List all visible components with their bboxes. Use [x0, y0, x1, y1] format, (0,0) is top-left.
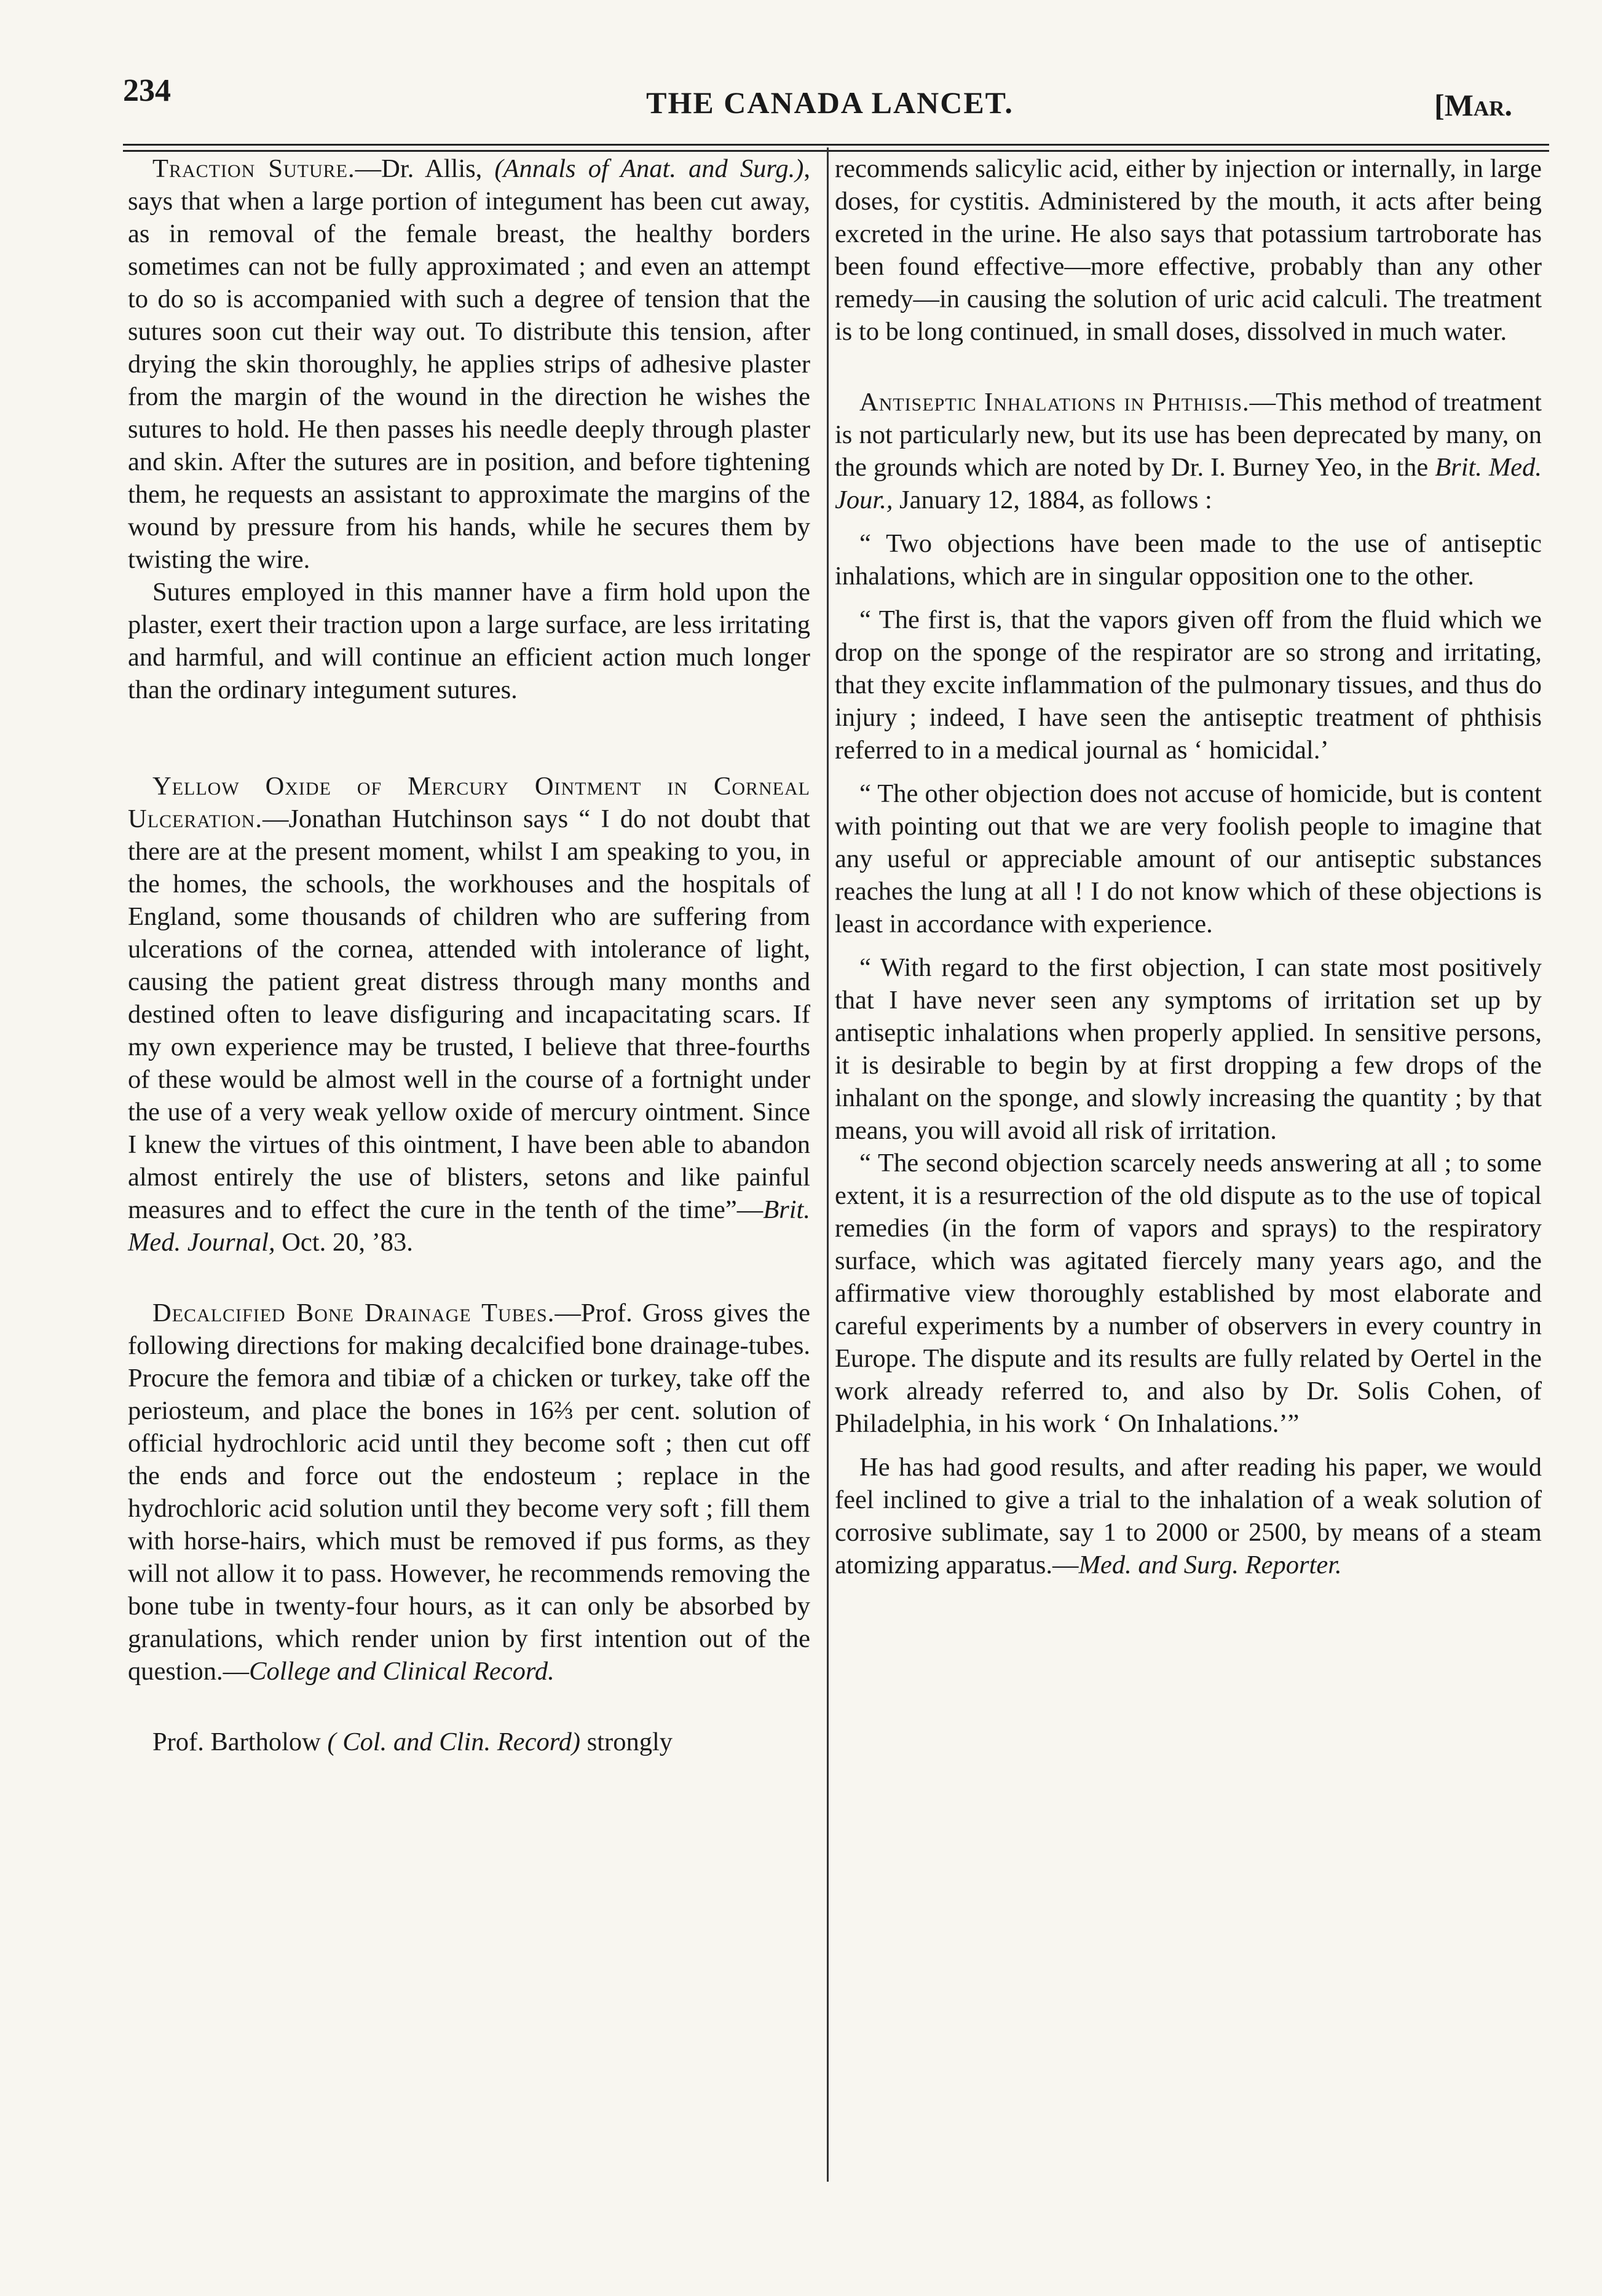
citation: Brit. Med. Jour., [835, 453, 1542, 514]
article-text: Prof. Bartholow [152, 1728, 328, 1756]
citation: Brit. Med. Journal, [128, 1195, 810, 1257]
article-text: —Jonathan Hutchinson says “ I do not doubt that there are at the present moment, whilst I am speaking to you, in the homes, the schools, the workhouses and the hospitals of England, some thousands of children who are suffering from ulcerations of the cornea, attended with intolerance of light, causing the patient great distress through many months and destined often to leave disfiguring and incapacitating scars. If my own experience may be trusted, I believe that three-fourths of these would be almost well in the course of a fortnight under the use of a very weak yellow oxide of mercury ointment. Since I knew the virtues of this ointment, I have been able to abandon almost entirely the use of blisters, setons and like painful measures and to effect the cure in the tenth of the time”— [128, 804, 810, 1224]
article-heading: Antiseptic Inhalations in Phthisis. [859, 388, 1250, 417]
article-text: January 12, 1884, as follows : [893, 486, 1212, 514]
paragraph: recommends salicylic acid, either by injection or internally, in large doses, for cystitis. Administered by the mouth, it acts after being excreted in the urine. He also says that potassium tartroborate has been found effective—more effective, probably than any other remedy—in causing the solution of uric acid calculi. The treatment is to be long continued, in small doses, dissolved in much water. [835, 154, 1542, 346]
citation: College and Clinical Record. [249, 1657, 554, 1686]
article-antiseptic-inhalations [835, 386, 1542, 516]
month-label: [Mar. [1434, 88, 1512, 122]
quote-paragraph: “ Two objections have been made to the use of antiseptic inhalations, which are in singular opposition one to the other. [835, 529, 1542, 591]
left-column [128, 152, 810, 1758]
article-text: Oct. 20, ’83. [275, 1228, 413, 1257]
paragraph [835, 1451, 1542, 1581]
article-yellow-oxide [128, 770, 810, 1259]
article-traction-suture [128, 152, 810, 576]
quote-paragraph: “ The second objection scarcely needs answering at all ; to some extent, it is a resurrection of the old dispute as to the use of topical remedies (in the form of vapors and sprays) to the respiratory surface, which was agitated fiercely many years ago, and the affirmative view thoroughly established by most elaborate and careful experiments by a number of observers in every country in Europe. The dispute and its results are fully related by Oertel in the work already referred to, and also by Dr. Solis Cohen, of Philadelphia, in his work ‘ On Inhalations.’” [835, 1149, 1542, 1438]
citation: ( Col. and Clin. Record) [327, 1728, 581, 1756]
article-text: —Prof. Gross gives the following directions for making decalcified bone drainage-tubes. Procure the femora and tibiæ of a chicken or turkey, take off the periosteum, and place the bones in 16⅔ per cent. solution of official hydrochloric acid until they become soft ; then cut off the ends and force out the endosteum ; replace in the hydrochloric acid solution until they become very soft ; fill them with horse-hairs, which must be removed if pus forms, as they will not allow it to pass. However, he recommends removing the bone tube in twenty-four hours, as it can only be absorbed by granulations, which render union by first intention out of the question.— [128, 1299, 810, 1686]
right-column [835, 152, 1542, 1581]
article-bone-drainage-tubes [128, 1297, 810, 1688]
article-text: —This method of treatment is not particularly new, but its use has been deprecated by many, on the grounds which are noted by Dr. I. Burney Yeo, in the [835, 388, 1542, 482]
article-text: strongly [580, 1728, 673, 1756]
journal-title: THE CANADA LANCET. [646, 85, 1014, 120]
quote-paragraph: “ The first is, that the vapors given off from the fluid which we drop on the sponge of the respirator are so strong and irritating, that they excite inflammation of the pulmonary tissues, and thus do injury ; indeed, I have seen the antiseptic treatment of phthisis referred to in a medical journal as ‘ homicidal.’ [835, 605, 1542, 765]
paragraph: Sutures employed in this manner have a firm hold upon the plaster, exert their traction upon a large surface, are less irritating and harmful, and will continue an efficient action much longer than the ordinary integument sutures. [128, 578, 810, 704]
paragraph [128, 1726, 810, 1758]
article-text: He has had good results, and after reading his paper, we would feel inclined to give a trial to the inhalation of a weak solution of corrosive sublimate, say 1 to 2000 or 2500, by means of a steam atomizing apparatus.— [835, 1453, 1542, 1579]
quote-paragraph: “ With regard to the first objection, I can state most positively that I have never seen any symptoms of irritation set up by antiseptic inhalations when properly applied. In sensitive persons, it is desirable to begin by at first dropping a few drops of the inhalant on the sponge, and slowly increasing the quantity ; by that means, you will avoid all risk of irritation. [835, 953, 1542, 1145]
quote-paragraph: “ The other objection does not accuse of homicide, but is content with pointing out that we are very foolish people to imagine that any useful or appreciable amount of our antiseptic substances reaches the lung at all ! I do not know which of these objections is least in accordance with experience. [835, 779, 1542, 938]
article-heading: Yellow Oxide of Mercury Ointment in Corneal Ulceration. [128, 772, 810, 833]
citation: (Annals of Anat. and Surg.) [494, 154, 804, 183]
header-rule-bottom [123, 150, 1549, 152]
header-rule-top [123, 144, 1549, 146]
column-divider [827, 147, 829, 2182]
article-heading: Traction Suture. [152, 154, 355, 183]
article-text: , says that when a large portion of integument has been cut away, as in removal of the female breast, the healthy borders sometimes can not be fully approximated ; and even an attempt to do so is accompanied with such a degree of tension that the sutures soon cut their way out. To distribute this tension, after drying the skin thoroughly, he applies strips of adhesive plaster from the margin of the wound in the direction he wishes the sutures to hold. He then passes his needle deeply through plaster and skin. After the sutures are in position, and before tightening them, he requests an assistant to approximate the margins of the wound by pressure from his hands, while he secures them by twisting the wire. [128, 154, 811, 574]
running-header [123, 73, 1537, 128]
page-number: 234 [123, 73, 171, 108]
article-text: —Dr. Allis, [355, 154, 495, 183]
citation: Med. and Surg. Reporter. [1078, 1551, 1342, 1579]
article-heading: Decalcified Bone Drainage Tubes. [152, 1299, 555, 1327]
